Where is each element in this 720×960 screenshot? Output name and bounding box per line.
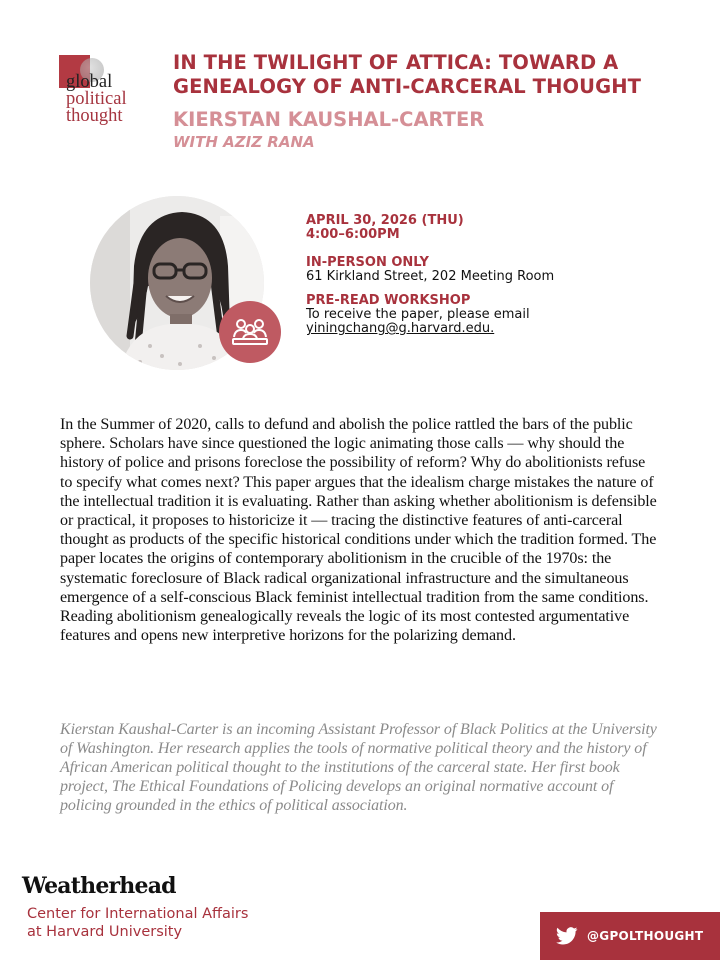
weatherhead-logo: Weatherhead	[22, 873, 176, 899]
event-date: APRIL 30, 2026 (THU)	[306, 213, 464, 228]
paper-abstract: In the Summer of 2020, calls to defund and abolish the police rattled the bars of the public sphere. Scholars have since questioned the logic animating those calls — why should the history of police and prisons foreclose the possibility of reform? Why do abolitionists refuse to specify what comes next? This paper argues that the idealism charge mistakes the nature of the intellectual tradition it is evaluating. Rather than asking whether abolitionism is defensible or practical, it proposes to historicize it — tracing the distinctive features of anti-carceral thought as products of the specific historical conditions under which the tradition formed. The paper locates the origins of contemporary abolitionism in the crucible of the 1970s: the systematic foreclosure of Black radical organizational infrastructure and the simultaneous emergence of a self-conscious Black feminist intellectual tradition from the same conditions. Reading abolitionism genealogically reveals the logic of its most contested argumentative features and opens new interpretive horizons for the polarizing demand.	[60, 416, 657, 645]
meeting-people-icon	[219, 301, 281, 363]
email-link[interactable]: yiningchang@g.harvard.edu.	[306, 321, 495, 336]
center-line-2: at Harvard University	[27, 924, 183, 940]
speaker-bio: Kierstan Kaushal-Carter is an incoming Assistant Professor of Black Politics at the University of Washington. Her research applies the tools of normative political theory and the history of African American political thought to the institutions of the carceral state. Her first book project, The Ethical Foundations of Policing develops an original normative account of policing grounded in the ethics of political association.	[60, 721, 657, 814]
pre-read-workshop	[306, 294, 686, 336]
series-logo	[66, 74, 127, 125]
workshop-text: To receive the paper, please email	[306, 307, 530, 322]
format-label: IN-PERSON ONLY	[306, 255, 429, 270]
discussant: WITH AZIZ RANA	[173, 133, 315, 151]
event-title: IN THE TWILIGHT OF ATTICA: TOWARD A GENEALOGY OF ANTI-CARCERAL THOUGHT	[173, 51, 642, 98]
logo-line-3: thought	[66, 106, 123, 126]
location-text: 61 Kirkland Street, 202 Meeting Room	[306, 269, 555, 284]
logo-line-2: political	[66, 89, 127, 109]
twitter-icon	[556, 927, 578, 945]
event-date-time	[306, 214, 686, 242]
workshop-label: PRE-READ WORKSHOP	[306, 293, 471, 308]
logo-line-1: global	[66, 72, 113, 92]
twitter-bar[interactable]	[540, 912, 720, 960]
twitter-handle[interactable]: @GPOLTHOUGHT	[587, 929, 704, 943]
event-location	[306, 256, 686, 284]
center-line-1: Center for International Affairs	[27, 906, 249, 922]
speaker-name: KIERSTAN KAUSHAL-CARTER	[173, 108, 485, 131]
event-time: 4:00–6:00PM	[306, 227, 400, 242]
weatherhead-subtitle	[27, 905, 248, 941]
